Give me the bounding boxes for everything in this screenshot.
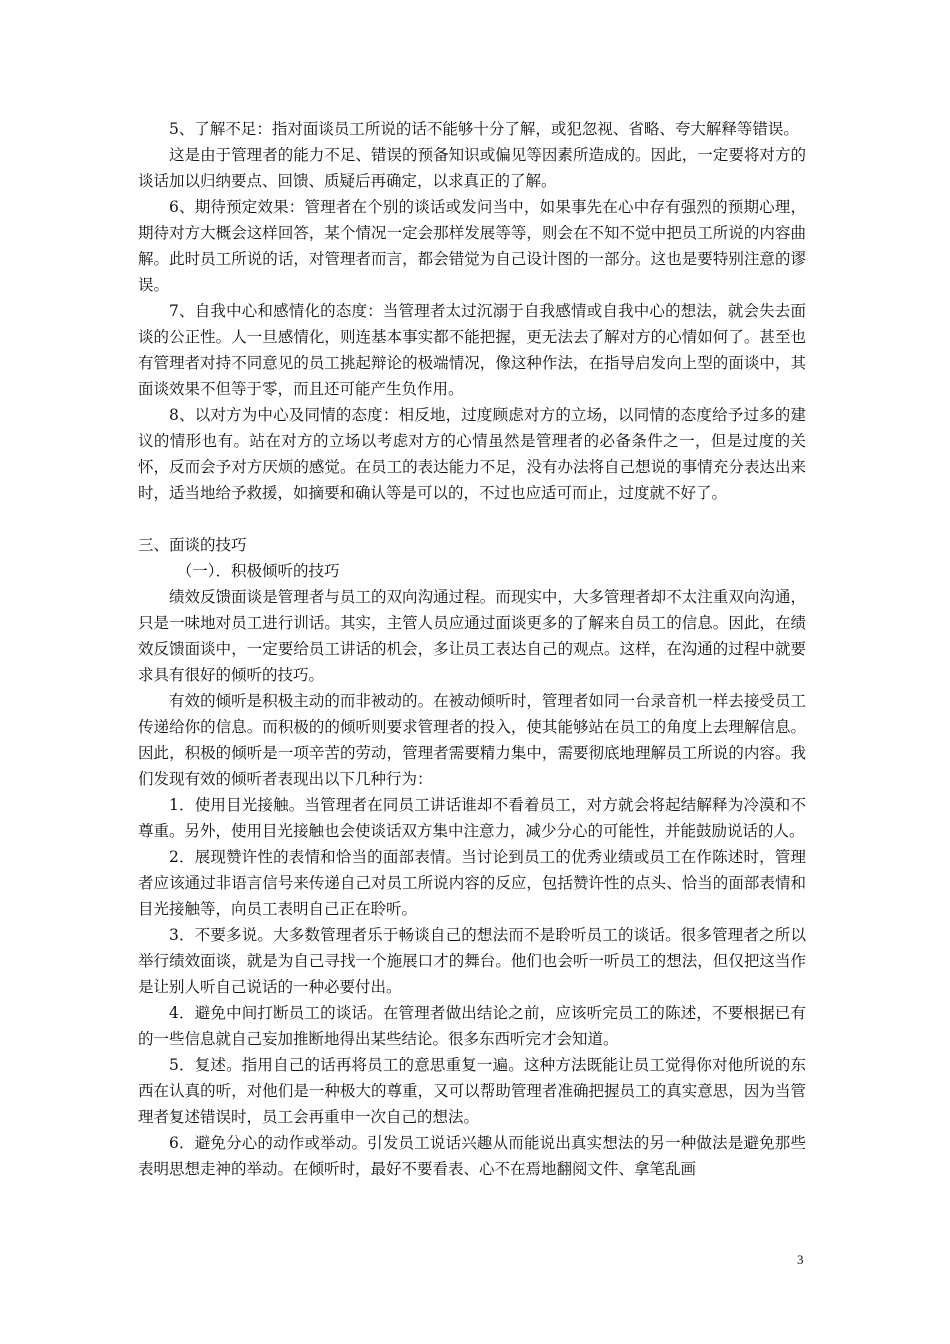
subsection-heading: （一）．积极倾听的技巧: [176, 562, 340, 580]
paragraph-intro-1: 绩效反馈面谈是管理者与员工的双向沟通过程。而现实中，大多管理者却不太注重双向沟通，只是一味地对员工进行训话。其实，主管人员应通过面谈更多的了解来自员工的信息。因此，在绩效反馈面谈中，一定要给员工讲话的机会，多让员工表达自己的观点。这样，在沟通的过程中就要求具有很好的倾听的技巧。: [138, 588, 806, 684]
section-spacer: [138, 506, 806, 532]
paragraph-behavior-2: 2．展现赞许性的表情和恰当的面部表情。当讨论到员工的优秀业绩或员工在作陈述时，管理者应该通过非语言信号来传递自己对员工所说内容的反应，包括赞许性的点头、恰当的面部表情和目光接触等，向员工表明自己正在聆听。: [138, 848, 806, 918]
paragraph-behavior-4: 4．避免中间打断员工的谈话。在管理者做出结论之前，应该听完员工的陈述，不要根据已有的一些信息就自己妄加推断地得出某些结论。很多东西听完才会知道。: [138, 1004, 806, 1048]
paragraph-intro-2: 有效的倾听是积极主动的而非被动的。在被动倾听时，管理者如同一台录音机一样去接受员工传递给你的信息。而积极的的倾听则要求管理者的投入，使其能够站在员工的角度上去理解信息。因此，积极的倾听是一项辛苦的劳动，管理者需要精力集中，需要彻底地理解员工所说的内容。我们发现有效的倾听者表现出以下几种行为：: [138, 692, 806, 788]
paragraph-behavior-6: 6．避免分心的动作或举动。引发员工说话兴趣从而能说出真实想法的另一种做法是避免那些表明思想走神的举动。在倾听时，最好不要看表、心不在焉地翻阅文件、拿笔乱画: [138, 1134, 806, 1178]
paragraph-item-7: 7、自我中心和感情化的态度：当管理者太过沉溺于自我感情或自我中心的想法，就会失去面谈的公正性。人一旦感情化，则连基本事实都不能把握，更无法去了解对方的心情如何了。甚至也有管理者对持不同意见的员工挑起辩论的极端情况，像这种作法，在指导启发向上型的面谈中，其面谈效果不但等于零，而且还可能产生负作用。: [138, 302, 806, 398]
paragraph-behavior-1: 1．使用目光接触。当管理者在同员工讲话谁却不看着员工，对方就会将起结解释为冷漠和不尊重。另外，使用目光接触也会使谈话双方集中注意力，减少分心的可能性，并能鼓励说话的人。: [138, 796, 806, 840]
page-number: 3: [797, 1252, 804, 1267]
paragraph-item-8: 8、以对方为中心及同情的态度：相反地，过度顾虑对方的立场，以同情的态度给予过多的建议的情形也有。站在对方的立场以考虑对方的心情虽然是管理者的必备条件之一，但是过度的关怀，反而会予对方厌烦的感觉。在员工的表达能力不足，没有办法将自己想说的事情充分表达出来时，适当地给予救援，如摘要和确认等是可以的，不过也应适可而止，过度就不好了。: [138, 406, 806, 502]
paragraph-behavior-5: 5．复述。指用自己的话再将员工的意思重复一遍。这种方法既能让员工觉得你对他所说的东西在认真的听，对他们是一种极大的尊重，又可以帮助管理者准确把握员工的真实意思，因为当管理者复述错误时，员工会再重申一次自己的想法。: [138, 1056, 806, 1126]
paragraph-item-6: 6、期待预定效果：管理者在个别的谈话或发问当中，如果事先在心中存有强烈的预期心理，期待对方大概会这样回答，某个情况一定会那样发展等等，则会在不知不觉中把员工所说的内容曲解。此时员工所说的话，对管理者而言，都会错觉为自己设计图的一部分。这也是要特别注意的谬误。: [138, 198, 806, 294]
paragraph-item-5-explanation: 这是由于管理者的能力不足、错误的预备知识或偏见等因素所造成的。因此，一定要将对方的谈话加以归纳要点、回馈、质疑后再确定，以求真正的了解。: [138, 146, 806, 190]
section-heading: 三、面谈的技巧: [138, 536, 247, 554]
paragraph-item-5: 5、了解不足：指对面谈员工所说的话不能够十分了解，或犯忽视、省略、夸大解释等错误。: [169, 120, 799, 138]
paragraph-behavior-3: 3．不要多说。大多数管理者乐于畅谈自己的想法而不是聆听员工的谈话。很多管理者之所以举行绩效面谈，就是为自己寻找一个施展口才的舞台。他们也会听一听员工的想法，但仅把这当作是让别人听自己说话的一种必要付出。: [138, 926, 806, 996]
document-body: [138, 116, 806, 1182]
